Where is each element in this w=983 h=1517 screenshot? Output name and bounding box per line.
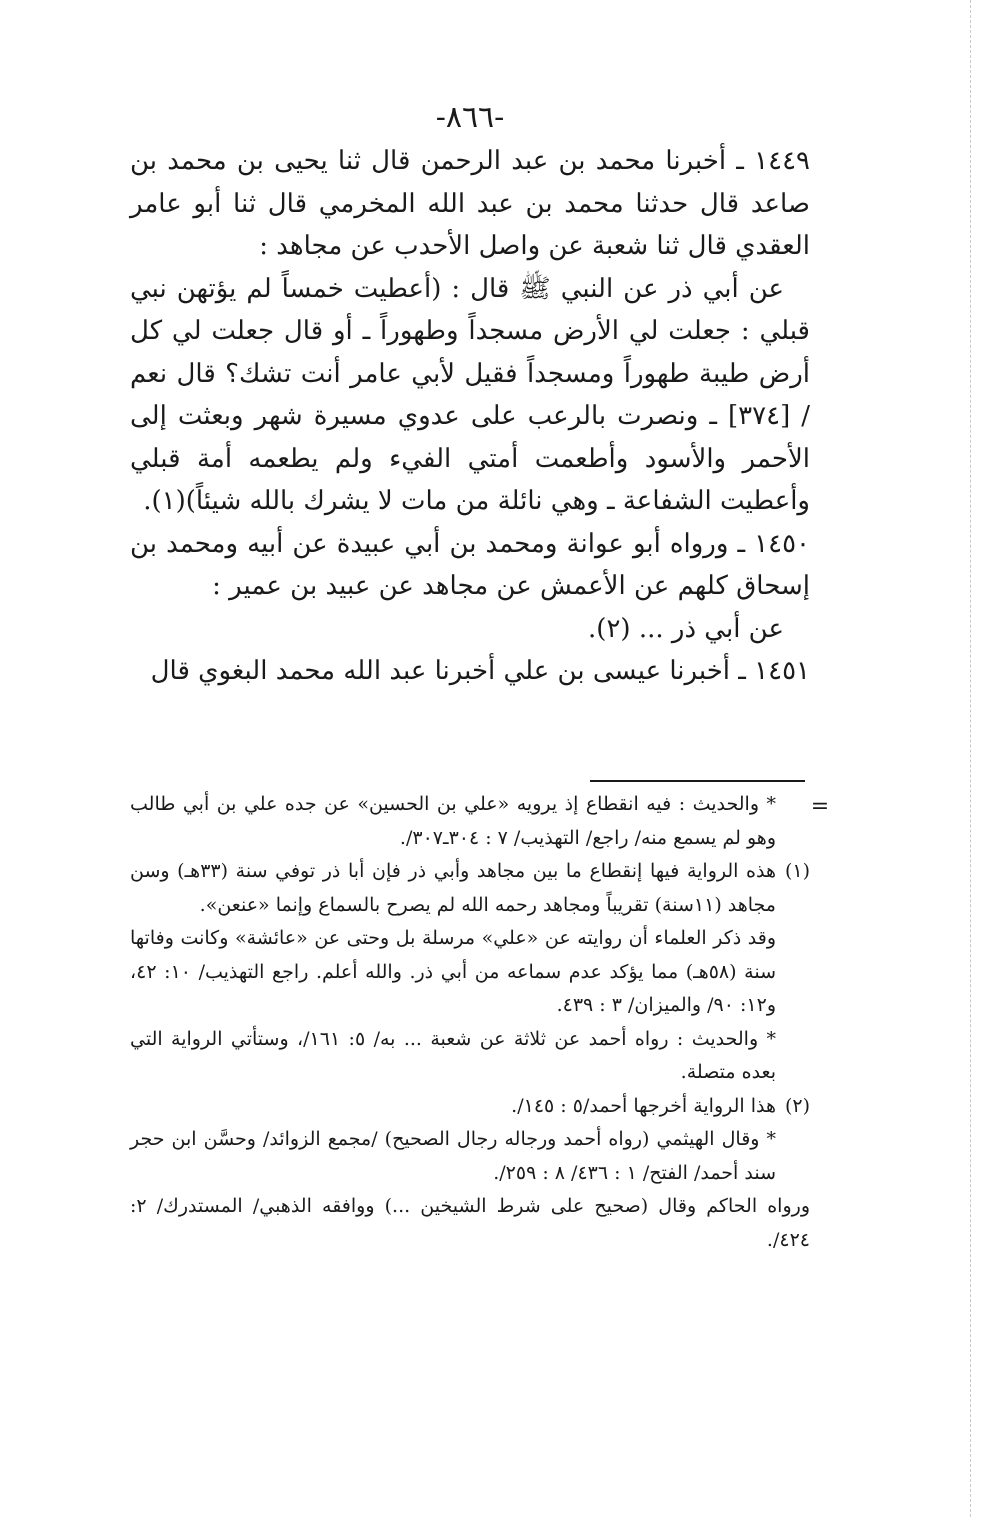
footnote-continued-mark: =: [810, 794, 830, 819]
footnote-2: [130, 1090, 810, 1191]
footnotes: [130, 788, 810, 1257]
footnote-1: [130, 855, 810, 1090]
footnote-line: هذه الرواية فيها إنقطاع ما بين مجاهد وأبي ذر فإن أبا ذر توفي سنة (٣٣هـ) وسن مجاهد (١١سنة) تقريباً ومجاهد رحمه الله لم يصرح بالسماع وإنما «عنعن».: [130, 860, 776, 916]
footnote-body: [130, 788, 776, 855]
footnote-line: * والحديث : رواه أحمد عن ثلاثة عن شعبة ... به/ ٥: ١٦١/، وستأتي الرواية التي بعده متصلة.: [130, 1027, 776, 1083]
footnote-marker: (١): [784, 860, 810, 882]
footnote-2-continued: [130, 1190, 810, 1257]
hadith-1450-chain: ١٤٥٠ ـ ورواه أبو عوانة ومحمد بن أبي عبيدة عن أبيه ومحمد بن إسحاق كلهم عن الأعمش عن مجاهد عن عبيد بن عمير :: [130, 528, 810, 601]
main-text: [130, 140, 810, 693]
hadith-1451-chain: ١٤٥١ ـ أخبرنا عيسى بن علي أخبرنا عبد الله محمد البغوي قال: [150, 656, 810, 686]
hadith-1449-text: عن أبي ذر عن النبي ﷺ قال : (أعطيت خمساً لم يؤتهن نبي قبلي : جعلت لي الأرض مسجداً وطهوراً ـ أو قال جعلت لي كل أرض طيبة طهوراً ومسجداً فقيل لأبي عامر أنت تشك؟ قال نعم / [٣٧٤] ـ ونصرت بالرعب على عدوي مسيرة شهر وبعثت إلى الأحمر والأسود وأطعمت أمتي الفيء ولم يطعمه أمة قبلي وأعطيت الشفاعة ـ وهي نائلة من مات لا يشرك بالله شيئاً)(١).: [130, 273, 811, 516]
footnote-line: * وقال الهيثمي (رواه أحمد ورجاله رجال الصحيح) /مجمع الزوائد/ وحسَّن ابن حجر سند أحمد/ الفتح/ ١ : ٤٣٦/ ٨ : ٢٥٩/.: [130, 1128, 776, 1184]
scan-edge-line: [969, 0, 971, 1517]
footnote-continued: [130, 788, 810, 855]
footnote-line: هذا الرواية أخرجها أحمد/٥ : ١٤٥/.: [511, 1094, 776, 1117]
footnote-line: وقد ذكر العلماء أن روايته عن «علي» مرسلة بل وحتى عن «عائشة» وكانت وفاتها سنة (٥٨هـ) مما يؤكد عدم سماعه من أبي ذر. والله أعلم. راجع التهذيب/ ١٠: ٤٢، و١٢: ٩٠/ والميزان/ ٣ : ٤٣٩.: [130, 927, 776, 1016]
footnote-line: ورواه الحاكم وقال (صحيح على شرط الشيخين ...) ووافقه الذهبي/ المستدرك/ ٢: ٤٢٤/.: [130, 1195, 810, 1251]
footnote-separator: [590, 780, 805, 782]
footnote-marker: (٢): [784, 1094, 810, 1117]
page-number: -٨٦٦-: [435, 100, 505, 135]
footnote-body: [130, 1190, 810, 1257]
hadith-1449-chain: ١٤٤٩ ـ أخبرنا محمد بن عبد الرحمن قال ثنا يحيى بن محمد بن صاعد قال حدثنا محمد بن عبد الله المخرمي قال ثنا أبو عامر العقدي قال ثنا شعبة عن واصل الأحدب عن مجاهد :: [130, 146, 810, 261]
hadith-1450-text: عن أبي ذر ... (٢).: [588, 613, 784, 644]
footnote-body: [130, 855, 776, 1090]
footnote-body: [130, 1090, 776, 1191]
footnote-line: * والحديث : فيه انقطاع إذ يرويه «علي بن الحسين» عن جده علي بن أبي طالب وهو لم يسمع منه/ راجع/ التهذيب/ ٧ : ٣٠٤ـ٣٠٧/.: [130, 793, 776, 849]
